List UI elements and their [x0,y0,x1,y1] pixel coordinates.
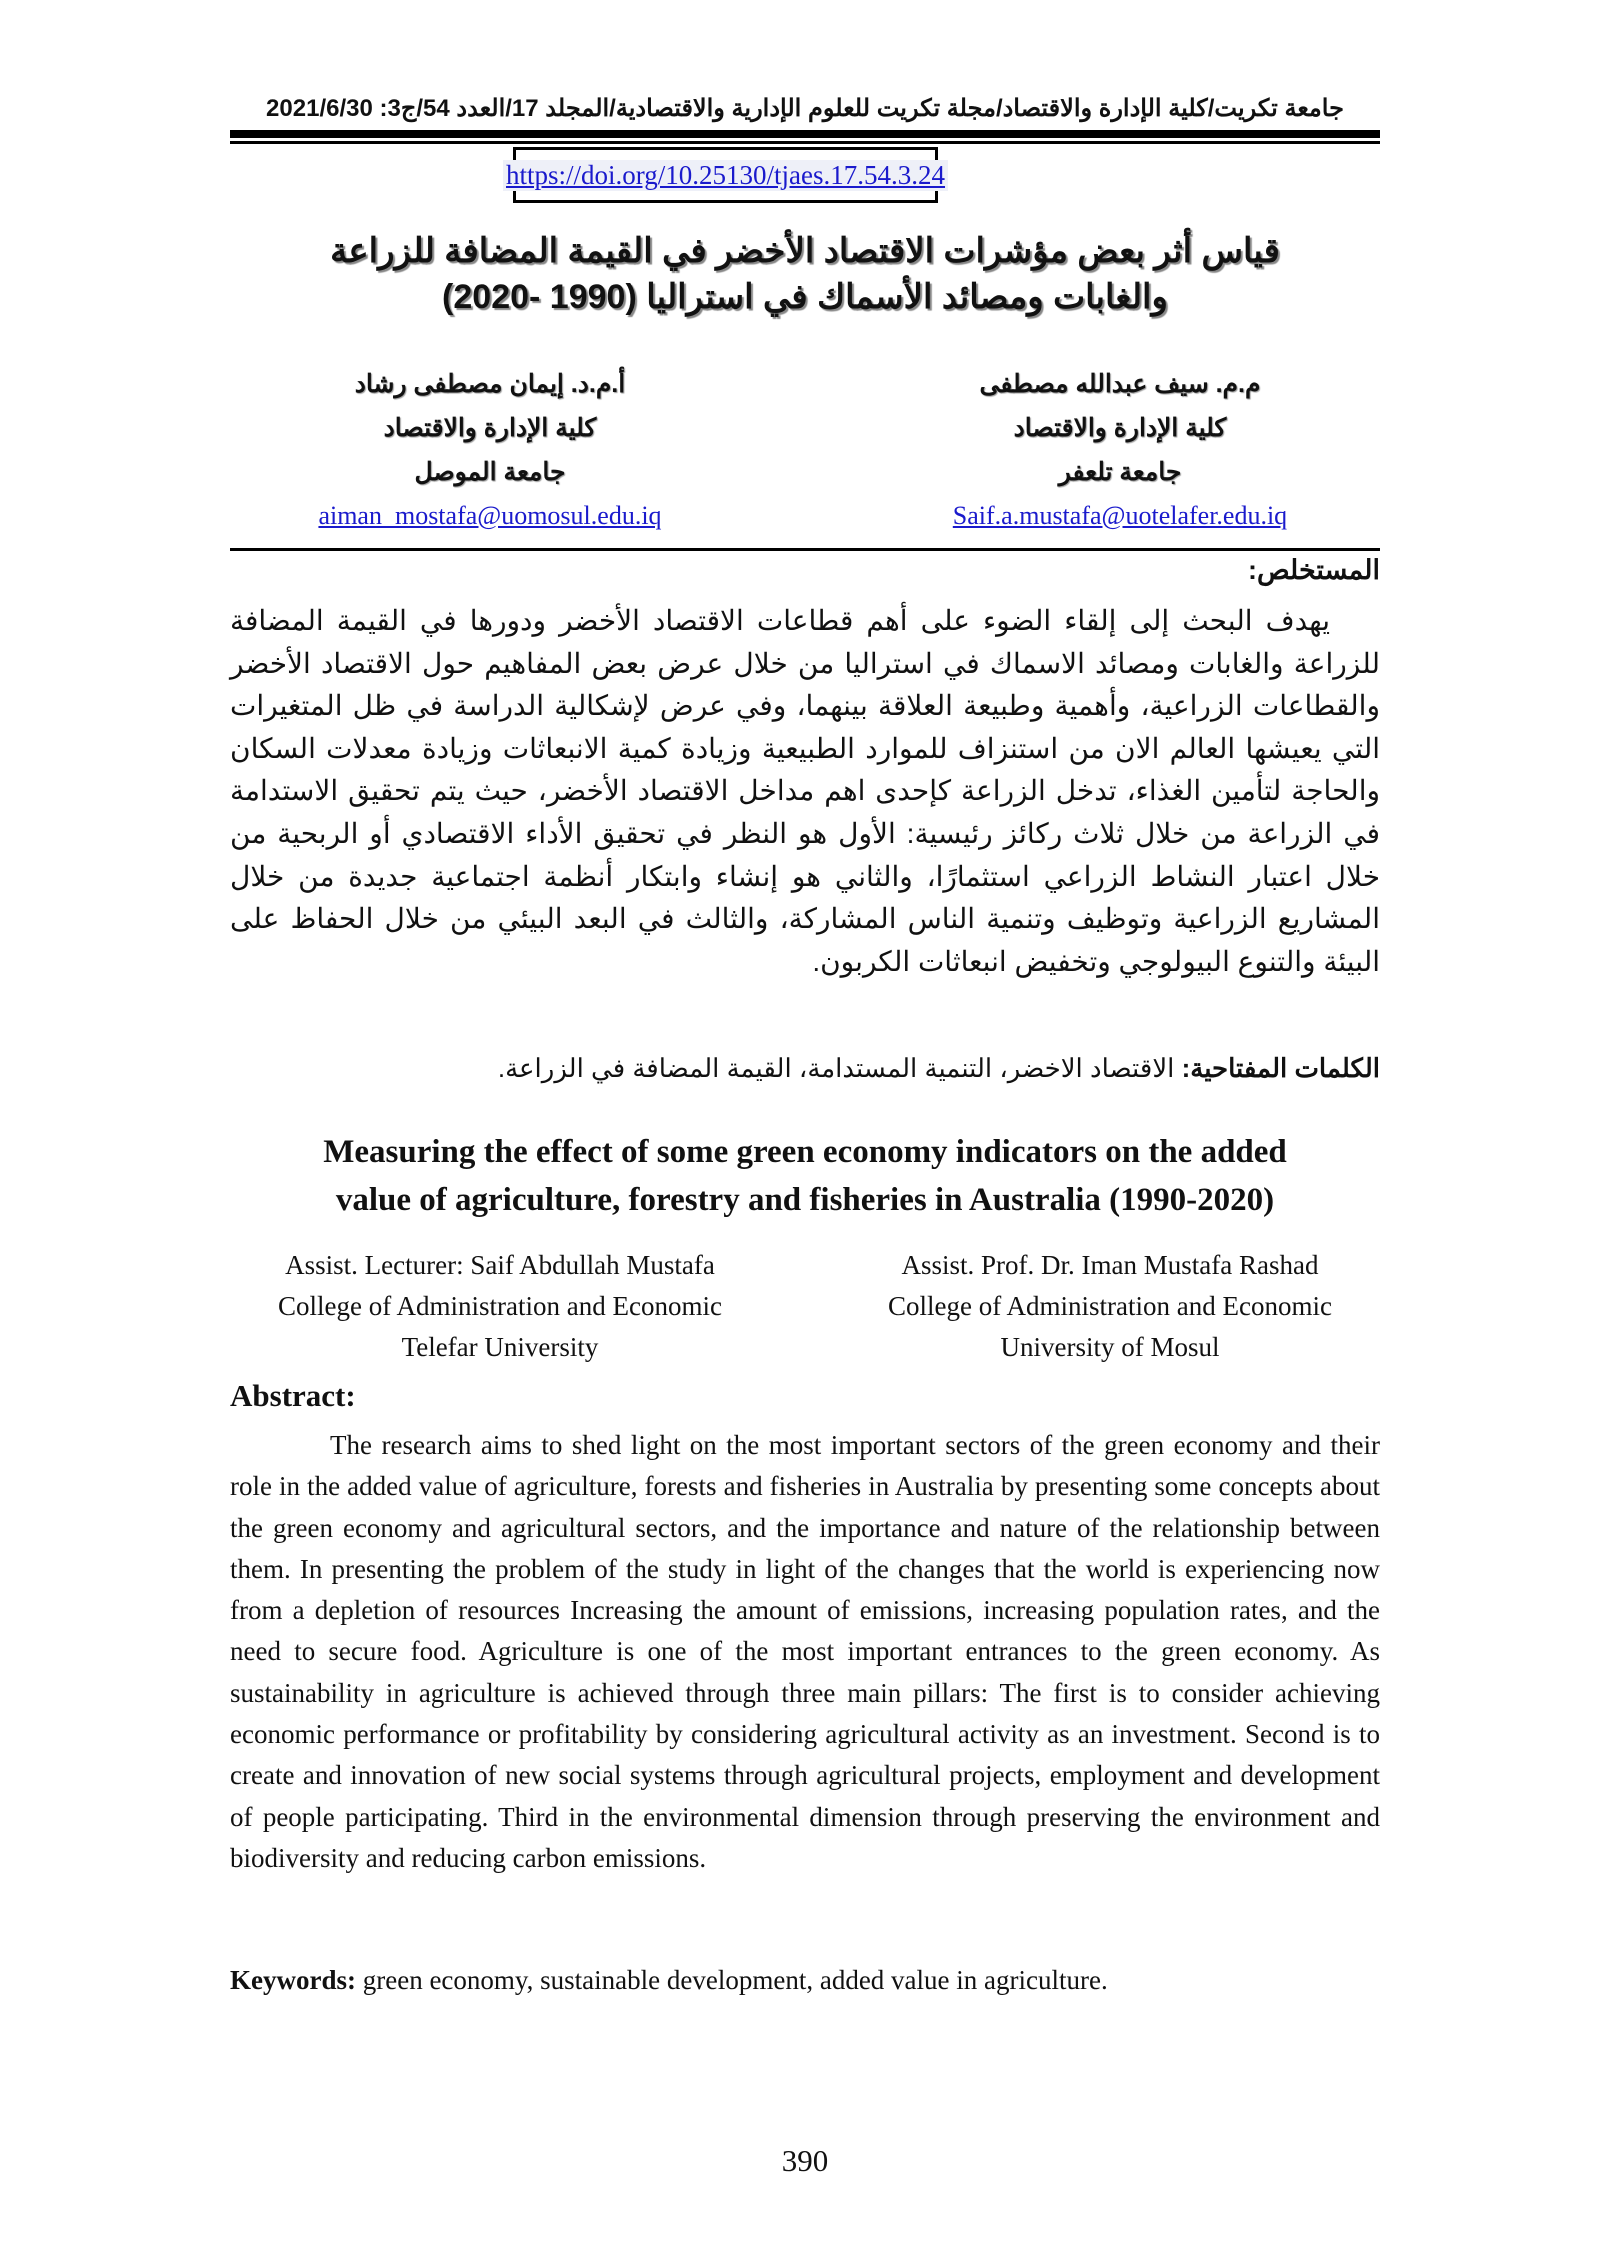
author-university: Telefar University [401,1332,599,1362]
arabic-keywords-text: الاقتصاد الاخضر، التنمية المستدامة، القيمة المضافة في الزراعة. [497,1053,1182,1083]
arabic-abstract-body: يهدف البحث إلى إلقاء الضوء على أهم قطاعات الاقتصاد الأخضر ودورها في القيمة المضافة للزراعة والغابات ومصائد الاسماك في استراليا من خلال عرض بعض المفاهيم حول الاقتصاد الأخضر والقطاعات الزراعية، وأهمية وطبيعة العلاقة بينهما، وفي عرض لإشكالية الدراسة في ظل المتغيرات التي يعيشها العالم الان من استنزاف للموارد الطبيعية وزيادة كمية الانبعاثات وزيادة معدلات السكان والحاجة لتأمين الغذاء، تدخل الزراعة كإحدى اهم مداخل الاقتصاد الأخضر، حيث يتم تحقيق الاستدامة في الزراعة من خلال ثلاث ركائز رئيسية: الأول هو النظر في تحقيق الأداء الاقتصادي أو الربحية من خلال اعتبار النشاط الزراعي استثمارًا، والثاني هو إنشاء وابتكار أنظمة اجتماعية جديدة من خلال المشاريع الزراعية وتوظيف وتنمية الناس المشاركة، والثالث في البعد البيئي من خلال الحفاظ على البيئة والتنوع البيولوجي وتخفيض انبعاثات الكربون. [230,605,1381,977]
authors-divider [230,548,1380,551]
author-university: جامعة تلعفر [1058,458,1182,486]
author-name: Assist. Lecturer: Saif Abdullah Mustafa [285,1250,715,1280]
english-keywords-text: green economy, sustainable development, added value in agriculture. [355,1965,1108,1995]
journal-running-head: جامعة تكريت/كلية الإدارة والاقتصاد/مجلة تكريت للعلوم الإدارية والاقتصادية/المجلد 17/العدد 54/ج3: 2021/6/30 [266,95,1344,122]
english-author-2 [840,1245,1380,1368]
author-name: Assist. Prof. Dr. Iman Mustafa Rashad [901,1250,1319,1280]
doi-box [506,147,946,203]
author-college: كلية الإدارة والاقتصاد [383,414,597,442]
english-title-line-1: Measuring the effect of some green economy indicators on the added [323,1134,1287,1170]
author-college: College of Administration and Economic [278,1291,722,1321]
author-email-link[interactable]: aiman_mostafa@uomosul.edu.iq [318,501,662,530]
english-title [230,1128,1380,1224]
english-abstract-body: The research aims to shed light on the most important sectors of the green economy and their role in the added value of agriculture, forests and fisheries in Australia by presenting some concepts about the green economy and agricultural sectors, and the importance and nature of the relationship between them. In presenting the problem of the study in light of the changes that the world is experiencing now from a depletion of resources Increasing the amount of emissions, increasing population rates, and the need to secure food. Agriculture is one of the most important entrances to the green economy. As sustainability in agriculture is achieved through three main pillars: The first is to consider achieving economic performance or profitability by considering agricultural activity as an investment. Second is to create and innovation of new social systems through agricultural projects, employment and development of people participating. Third in the environmental dimension through preserving the environment and biodiversity and reducing carbon emissions. [230,1430,1380,1873]
header-rule-thick [230,130,1380,138]
author-college: كلية الإدارة والاقتصاد [1013,414,1227,442]
author-university: University of Mosul [1000,1332,1220,1362]
arabic-author-1 [860,362,1380,538]
english-title-line-2: value of agriculture, forestry and fisheries in Australia (1990-2020) [335,1182,1275,1218]
english-authors [230,1245,1380,1368]
author-email-link[interactable]: Saif.a.mustafa@uotelafer.edu.iq [952,501,1288,530]
author-name: م.م. سيف عبدالله مصطفى [979,370,1261,398]
arabic-title-line-2: والغابات ومصائد الأسماك في استراليا (1990 -2020) [442,278,1168,316]
english-keywords [230,1965,1108,1996]
page-number: 390 [781,2143,829,2178]
author-college: College of Administration and Economic [888,1291,1332,1321]
english-author-1 [230,1245,770,1368]
arabic-keywords-label: الكلمات المفتاحية: [1181,1053,1380,1083]
arabic-authors [230,362,1380,538]
arabic-author-2 [230,362,750,538]
arabic-title [230,228,1380,320]
english-keywords-label: Keywords: [230,1965,356,1995]
arabic-abstract-heading: المستخلص: [1247,555,1380,585]
arabic-title-line-1: قياس أثر بعض مؤشرات الاقتصاد الأخضر في القيمة المضافة للزراعة [330,232,1280,270]
doi-link[interactable]: https://doi.org/10.25130/tjaes.17.54.3.24 [503,160,948,191]
author-name: أ.م.د. إيمان مصطفى رشاد [354,370,626,398]
arabic-keywords [230,1053,1380,1084]
english-abstract-heading: Abstract: [230,1378,356,1413]
author-university: جامعة الموصل [414,458,566,486]
header-rule-thin [230,141,1380,144]
